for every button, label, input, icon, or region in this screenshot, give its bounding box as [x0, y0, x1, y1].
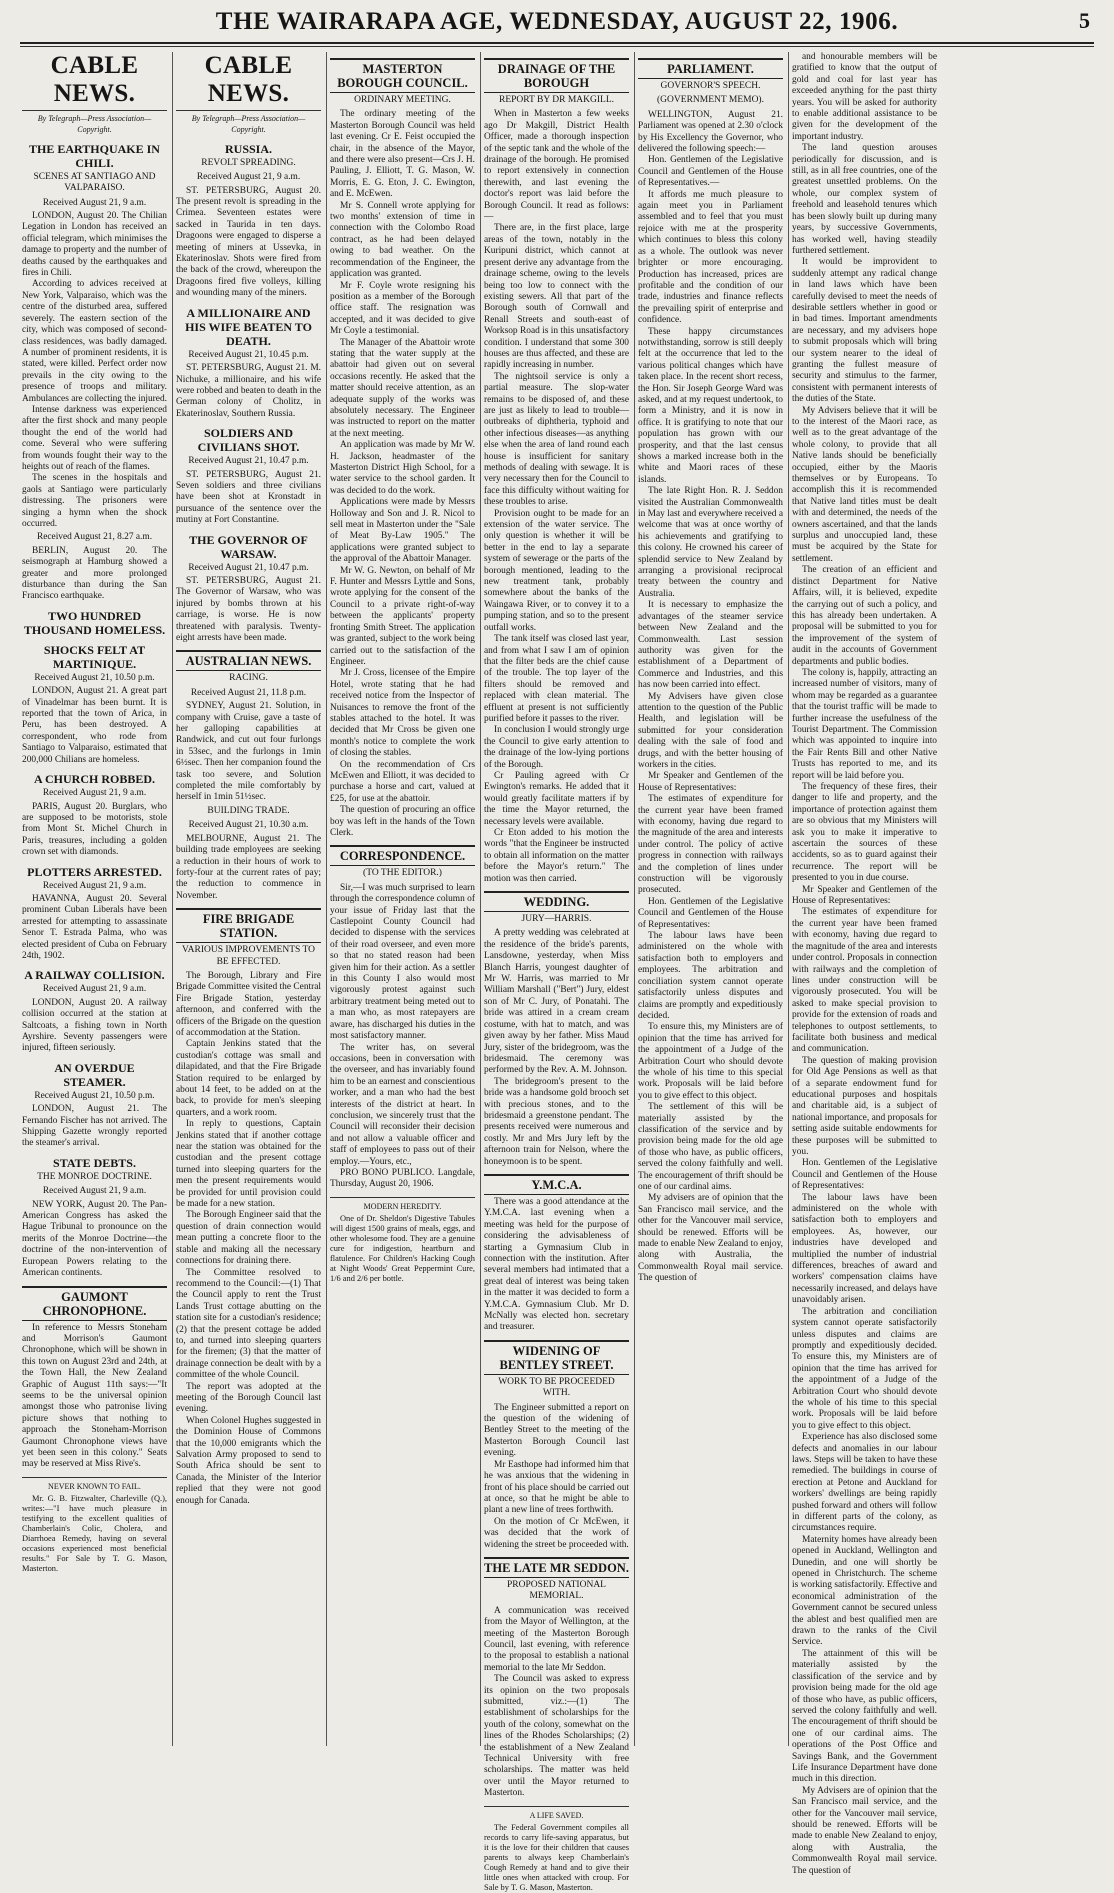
article-paragraph: In conclusion I would strongly urge the Council to give early attention to the drainage of the low-lying portions of the Borough.: [484, 725, 629, 770]
article-paragraph: ST. PETERSBURG, August 21. Seven soldiers and three civilians have been shot at Kronstadt in pursuance of the sentence over the mutiny at Fort Constantine.: [176, 469, 321, 526]
article-paragraph: Captain Jenkins stated that the custodian's cottage was small and dilapidated, and that the Fire Brigade Station required to be enlarged by about 14 feet, to be added on at the back, to provide for men's sleeping quarters, and a work room.: [176, 1039, 321, 1118]
dispatch-received-line: Received August 21, 9 a.m.: [42, 984, 147, 995]
article-paragraph: Cr Pauling agreed with Cr Ewington's remarks. He added that it would greatly facilitate matters if by the time the Mayor returned, the necessary levels were available.: [484, 770, 629, 827]
article-headline: PLOTTERS ARRESTED.: [27, 864, 162, 879]
article-paragraph: The bridegroom's present to the bride was a handsome gold brooch set with precious stones, and to the bridesmaid a greenstone pendant. The presents received were numerous and costly. Mr and Mrs Jury left by the afternoon train for Nelson, where the honeymoon is to be spent.: [484, 1076, 629, 1167]
article-headline: WIDENING OF BENTLEY STREET.: [484, 1340, 629, 1375]
article-paragraph: According to advices received at New York, Valparaiso, which was the centre of the disturbed area, suffered severely. The eastern section of the city, which was composed of second-class residences, was badly damaged. A number of prominent residents, it is stated, were killed. Perfect order now prevails in the city owing to the presence of troops and military. Ambulances are collecting the injured.: [22, 279, 167, 404]
article-subheadline: (TO THE EDITOR.): [363, 868, 442, 879]
article-paragraph: Hon. Gentlemen of the Legislative Council and Gentlemen of the House of Representatives:: [638, 896, 783, 930]
article-paragraph: It would be improvident to suddenly attempt any radical change in land laws which have been carefully devised to meet the needs of desirable settlers whether in good or in bad times. Important amendments are necessary, and my advisers hope to submit proposals which will bring our system nearer to the ideal of granting the fullest measure of security and stimulus to the farmer, consistent with permanent interests of the duties of the State.: [792, 257, 937, 405]
article-headline: SOLDIERS AND CIVILIANS SHOT.: [197, 426, 300, 455]
article-paragraph: LONDON, August 20. The Chilian Legation in London has received an official telegram, which minimises the damage to property and the number of deaths caused by the earthquakes and fires in Chili.: [22, 211, 167, 279]
article-paragraph: It is necessary to emphasize the advantages of the steamer service between New Zealand and the Commonwealth. Last session authority was given for the establishment of a Department of Commerce and Industries, and this has now been carried into effect.: [638, 600, 783, 691]
article-headline: AUSTRALIAN NEWS.: [176, 650, 321, 671]
article-subheadline: THE MONROE DOCTRINE.: [37, 1171, 152, 1182]
advertisement-heading: MODERN HEREDITY.: [363, 1201, 442, 1211]
article-paragraph: The Engineer submitted a report on the question of the widening of Bentley Street to the meeting of the Masterton Borough Council last evening.: [484, 1402, 629, 1459]
article-headline: RUSSIA.: [224, 141, 272, 156]
article-paragraph: A pretty wedding was celebrated at the residence of the bride's parents, Lansdowne, yesterday, when Miss Blanch Harris, youngest daughter of Mr W. Harris, was married to Mr William Marshall ("Bert") Jury, eldest son of Mr C. Jury, of Ponatahi. The bride was attired in a cream cream costume, with hat to match, and was given away by her father. Miss Maud Jury, sister of the bridegroom, was the bridesmaid. The ceremony was performed by the Rev. A. M. Johnson.: [484, 928, 629, 1076]
byline: By Telegraph—Press Association—Copyright.: [37, 114, 152, 135]
page-number: 5: [1079, 8, 1090, 33]
article-paragraph: The frequency of these fires, their danger to life and property, and the importance of protection against them are so obvious that my Ministers will ask you to make it imperative to ascertain the sources of these accidents, so as to guard against their recurrence. The report will be presented to you in due course.: [792, 782, 937, 884]
masthead-rule: [20, 46, 1094, 47]
article-headline: TWO HUNDRED THOUSAND HOMELESS.: [23, 608, 166, 637]
article-paragraph: Sir,—I was much surprised to learn through the correspondence column of your issue of Friday last that the Castlepoint County Council had decided to dispense with the services of their road overseer, and even more so that no stated reason had been given him for their action. As a settler in this County I also would most vigorously protest against such arbitrary treatment being meted out to a man who, as most ratepayers are aware, has discharged his duties in the most satisfactory manner.: [330, 882, 475, 1042]
article-paragraph: Mr Easthope had informed him that he was anxious that the widening in front of his place should be carried out at once, so that he might be able to plant a new line of trees forthwith.: [484, 1459, 630, 1516]
article-subheadline: WORK TO BE PROCEEDED WITH.: [498, 1376, 615, 1399]
article-paragraph: On the recommendation of Crs McEwen and Elliott, it was decided to purchase a horse and cart, valued at £25, for use at the abattoir.: [330, 759, 475, 804]
column-1: [22, 52, 167, 1746]
article-subheadline: REPORT BY DR MAKGILL.: [498, 95, 615, 105]
article-subheadline: ORDINARY MEETING.: [354, 95, 451, 105]
column-divider: [326, 52, 327, 1746]
article-paragraph: The Manager of the Abattoir wrote stating that the water supply at the abattoir had given out on several occasions recently. He asked that the matter should receive attention, as an adequate supply of the works was absolutely necessary. The Engineer was instructed to report on the matter at the next meeting.: [330, 337, 475, 439]
article-paragraph: In reference to Messrs Stoneham and Morrison's Gaumont Chronophone, which will be shown in this town on August 23rd and 24th, at the Town Hall, the New Zealand Graphic of August 11th says:—"It seems to be the universal opinion amongst those who patronise living picture shows that nothing to approach the Stoneham-Morrison Gaumont Chronophone views have yet been seen in this colony." Seats may be reserved at Miss Rive's.: [22, 1322, 167, 1470]
article-paragraph: The report was adopted at the meeting of the Borough Council last evening.: [176, 1381, 321, 1415]
article-headline: WEDDING.: [484, 891, 629, 912]
article-headline: STATE DEBTS.: [53, 1155, 136, 1170]
column-divider: [172, 52, 173, 1746]
article-paragraph: The Committee resolved to recommend to the Council:—(1) That the Council apply to rent the Trust Lands Trust cottage abutting on the station site for a custodian's residence; (2) that the present cottage be added to, and turned into sleeping quarters for the firemen; (3) that the matter of drainage connection be dealt with by a committee of the whole Council.: [176, 1267, 321, 1381]
article-paragraph: My Advisers are of opinion that the San Francisco mail service, and the other for the Vancouver mail service, should be renewed. Efforts will be made to enable New Zealand to enjoy, along with Australia, the Commonwealth Royal mail service. The question of: [792, 1785, 937, 1876]
article-subheadline: BUILDING TRADE.: [207, 805, 290, 816]
article-subheadline: RACING.: [229, 673, 268, 684]
column-divider: [634, 52, 635, 1746]
dispatch-received-line: Received August 21, 9 a.m.: [42, 880, 147, 891]
article-paragraph: The Borough Engineer said that the question of drain connection would mean putting a concrete floor to the stable and making all the necessary connections for draining there.: [176, 1210, 321, 1267]
article-paragraph: The tank itself was closed last year, and from what I saw I am of opinion that the filter beds are the chief cause of the trouble. The top layer of the filters should be removed and replaced with clean material. The effluent at present is not sufficiently purified before it passes to the river.: [484, 634, 629, 724]
article-paragraph: My advisers are of opinion that the San Francisco mail service, and the other for the Vancouver mail service, should be renewed. Efforts will be made to enable New Zealand to enjoy, along with Australia, the Commonwealth Royal mail service. The question of: [638, 1193, 783, 1284]
article-paragraph: WELLINGTON, August 21. Parliament was opened at 2.30 o'clock by His Excellency the Governor, who delivered the following speech:—: [638, 109, 783, 155]
article-paragraph: The colony is, happily, attracting an increased number of visitors, many of whom may be regarded as a guarantee that the tourist traffic will be made to further increase the usefulness of the Tourist Department. The Commission which was appointed to inquire into the Fair Rents Bill and other Native Trusts has reported to me, and its report will be laid before you.: [792, 667, 937, 781]
article-paragraph: Mr Speaker and Gentlemen of the House of Representatives:: [792, 884, 937, 907]
article-headline: SHOCKS FELT AT MARTINIQUE.: [43, 642, 146, 671]
section-masthead: CABLE NEWS.: [176, 52, 321, 111]
article-paragraph: When in Masterton a few weeks ago Dr Makgill, District Health Officer, made a thorough inspection of the septic tank and the whole of the drainage of the borough. He promised to report extensively in connection therewith, and last evening the doctor's report was laid before the Borough Council. It read as follows:—: [484, 109, 629, 223]
article-headline: THE EARTHQUAKE IN CHILI.: [29, 141, 160, 170]
column-2: [176, 52, 321, 1746]
dispatch-received-line: Received August 21, 10.30 a.m.: [188, 820, 309, 831]
column-divider: [480, 52, 481, 1746]
article-paragraph: The estimates of expenditure for the current year have been framed with economy, having due regard to the magnitude of the area and interests under control. The policy of active progress in connection with railways and the completion of lines under construction will be vigorously prosecuted.: [638, 794, 783, 896]
column-5: [638, 52, 783, 1746]
article-paragraph: Maternity homes have already been opened in Auckland, Wellington and Dunedin, and one will shortly be opened in Christchurch. The scheme is working satisfactorily. Effective and economical administration of the Government cannot be secured unless the ablest and best qualified men are drawn to the ranks of the Civil Service.: [792, 1534, 937, 1648]
article-paragraph: LONDON, August 21. The Fernando Fischer has not arrived. The Shipping Gazette wrongly reported the steamer's arrival.: [22, 1104, 167, 1149]
article-headline: AN OVERDUE STEAMER.: [54, 1060, 135, 1089]
article-headline: PARLIAMENT.: [638, 58, 783, 79]
article-paragraph: The labour laws have been administered on the whole with satisfaction both to employers and employees. As, however, our industries have developed and multiplied the number of industrial differences, breaches of award and workers' compensation claims have necessarily increased, and delays have unavoidably arisen.: [792, 1192, 937, 1306]
article-paragraph: Hon. Gentlemen of the Legislative Council and Gentlemen of the House of Representatives.—: [638, 155, 783, 189]
article-paragraph: HAVANNA, August 20. Several prominent Cuban Liberals have been arrested for attempting to assassinate Senor T. Estrada Palma, who was elected president of Cuba on February 24th, 1902.: [22, 893, 167, 961]
article-paragraph: The Borough, Library and Fire Brigade Committee visited the Central Fire Brigade Station, yesterday afternoon, and conferred with the officers of the Brigade on the question of accommodation at the Station.: [176, 970, 321, 1038]
article-paragraph: The land question arouses periodically for discussion, and is still, as in all free countries, one of the greatest unsettled problems. On the whole, our complex system of freehold and leasehold tenures which has been slowly built up during many years, by successive Governments, has worked well, having steadily furthered settlement.: [792, 143, 937, 256]
article-paragraph: It affords me much pleasure to again meet you in Parliament assembled and to feel that you must rejoice with me at the prosperity which continues to bless this colony as a whole. The outlook was never brighter or more encouraging. Production has increased, prices are profitable and the condition of our trade, industries and finance reflects the prevailing spirit of enterprise and confidence.: [638, 189, 783, 326]
dispatch-received-line: Received August 21, 9 a.m.: [42, 197, 147, 208]
article-paragraph: MELBOURNE, August 21. The building trade employees are seeking a reduction in their hours of work to forty-four at the current rates of pay; the reduction to commence in November.: [176, 833, 321, 901]
article-paragraph: There was a good attendance at the Y.M.C.A. last evening when a meeting was held for the purpose of considering the advisableness of starting a Gymnasium Club in connection with the institution. After several members had intimated that a great deal of interest was being taken in the matter it was decided to form a Y.M.C.A. Gymnasium Club. Mr D. McNally was elected hon. secretary and treasurer.: [484, 1196, 629, 1333]
article-paragraph: NEW YORK, August 20. The Pan-American Congress has asked the Hague Tribunal to pronounce on the merits of the Monroe Doctrine—the doctrine of the non-intervention of European Powers relating to the American continents.: [22, 1199, 167, 1279]
article-paragraph: Mr S. Connell wrote applying for two months' extension of time in connection with the Colombo Road contract, as he had been delayed owing to bad weather. On the recommendation of the Engineer, the application was granted.: [330, 200, 475, 280]
advertisement: [484, 1806, 629, 1893]
advertisement-text: One of Dr. Sheldon's Digestive Tabules will digest 1500 grains of meals, eggs, and other wholesome food. They are a genuine cure for indigestion, heartburn and flatulence. For Children's Hacking Cough at Night Woods' Great Peppermint Cure, 1/6 and 2/6 per bottle.: [330, 1213, 475, 1283]
column-3: [330, 52, 475, 1746]
dispatch-received-line: Received August 21, 8.27 a.m.: [36, 532, 153, 543]
article-paragraph: When Colonel Hughes suggested in the Dominion House of Commons that the 10,000 emigrants which the Salvation Army proposed to send to South Africa should be sent to Canada, the Minister of the Interior replied that they were not good enough for Canada.: [176, 1415, 321, 1506]
article-paragraph: A communication was received from the Mayor of Wellington, at the meeting of the Masterton Borough Council, last evening, with reference to the proposal to establish a national memorial to the late Mr Seddon.: [484, 1605, 629, 1673]
article-paragraph: The nightsoil service is only a partial measure. The slop-water remains to be disposed of, and these are just as likely to lead to trouble—outbreaks of diphtheria, typhoid and other infectious diseases—as anything else when the area of land round each house is insufficient for sanitary methods of dealing with sewage. It is very necessary then for the Council to face this difficulty without waiting for these troubles to arise.: [484, 371, 629, 508]
article-headline: A MILLIONAIRE AND HIS WIFE BEATEN TO DEATH.: [185, 305, 312, 348]
article-paragraph: In reply to questions, Captain Jenkins stated that if another cottage near the station was obtained for the custodian and the present cottage turned into sleeping quarters for the men the present requirements would be provided for until provision could be made for a new station.: [176, 1119, 321, 1210]
article-paragraph: Mr Speaker and Gentlemen of the House of Representatives:: [638, 771, 783, 793]
advertisement-heading: A LIFE SAVED.: [529, 1810, 584, 1820]
article-paragraph: Hon. Gentlemen of the Legislative Council and Gentlemen of the House of Representatives:: [792, 1158, 937, 1192]
article-paragraph: The estimates of expenditure for the current year have been framed with economy, having due regard to the magnitude of the area and interests under control. Proposals in connection with railways and the completion of lines under construction will be vigorously prosecuted. You will be asked to make special provision to provide for the extension of roads and telephones to outpost settlements, to facilitate both business and medical and communication.: [792, 907, 937, 1055]
article-headline: THE GOVERNOR OF WARSAW.: [189, 532, 308, 561]
dispatch-received-line: Received August 21, 9 a.m.: [196, 172, 301, 183]
article-paragraph: Mr W. G. Newton, on behalf of Mr F. Hunter and Messrs Lyttle and Sons, wrote applying for the consent of the Council to a private right-of-way between the applicants' property fronting Smith Street. The application was granted, subject to the work being carried out to the satisfaction of the Engineer.: [330, 565, 475, 667]
article-subheadline: REVOLT SPREADING.: [201, 157, 296, 168]
dispatch-received-line: Received August 21, 10.50 p.m.: [34, 1090, 155, 1101]
article-headline: CORRESPONDENCE.: [330, 845, 475, 866]
article-paragraph: ST. PETERSBURG, August 21. The Governor of Warsaw, who was injured by bombs thrown at his carriage, is worse. He is now threatened with paralysis. Twenty-eight arrests have been made.: [176, 575, 321, 643]
article-paragraph: The creation of an efficient and distinct Department for Native Affairs, will, it is believed, expedite the carrying out of such a policy, and this has already been undertaken. A proposal will be submitted to you for the improvement of the system of audit in the accounts of Government departments and public bodies.: [792, 565, 937, 667]
advertisement: [22, 1477, 167, 1574]
column-6: [792, 52, 937, 1876]
advertisement-text: Mr. G. B. Fitzwalter, Charleville (Q.), writes:—"I have much pleasure in testifying to the excellent qualities of Chamberlain's Colic, Cholera, and Diarrhoea Remedy, having on several occasions experienced most beneficial results." For Sale by T. G. Mason, Masterton.: [22, 1493, 167, 1573]
article-paragraph: PARIS, August 20. Burglars, who are supposed to be motorists, stole from Mont St. Michel Church in Paris, treasures, including a golden crown set with diamonds.: [22, 801, 167, 858]
article-paragraph: LONDON, August 21. A great part of Vinadelmar has been burnt. It is reported that the town of Arica, in Peru, has been destroyed. A correspondent, who rode from Santiago to Valparaiso, estimated that 200,000 Chilians are homeless.: [22, 686, 167, 765]
article-headline: FIRE BRIGADE STATION.: [176, 908, 321, 943]
article-subheadline: VARIOUS IMPROVEMENTS TO BE EFFECTED.: [181, 945, 316, 967]
dispatch-received-line: Received August 21, 10.47 p.m.: [188, 562, 309, 573]
article-paragraph: The attainment of this will be materially assisted by the classification of the service and by provision being made for the old age of those who have, as public officers, served the colony faithfully and well. The encouragement of thrift should be one of our cardinal aims. The operations of the Post Office and Savings Bank, and the Government Life Insurance Department have done much in this direction.: [792, 1648, 937, 1785]
article-paragraph: The scenes in the hospitals and gaols at Santiago were particularly distressing. The prisoners were singing a hymn when the shock occurred.: [22, 473, 167, 529]
article-paragraph: ST. PETERSBURG, August 20. The present revolt is spreading in the Crimea. Seventeen estates were sacked in Taurida in ten days. Dragoons were engaged to disperse a meeting of miners at Ussevka, in Ekaterinoslav. Shots were fired from the back of the crowd, whereupon the Dragoons fired five volleys, killing and wounding many of the miners.: [176, 185, 321, 299]
section-masthead: CABLE NEWS.: [22, 52, 167, 111]
article-paragraph: BERLIN, August 20. The seismograph at Hamburg showed a greater and more prolonged disturbance than during the San Francisco earthquake.: [22, 545, 167, 602]
article-paragraph: The writer has, on several occasions, been in conversation with the overseer, and has invariably found him to be an earnest and conscientious worker, and a man who had the best interests of the district at heart. In conclusion, we sincerely trust that the Council will reconsider their decision and not allow a valuable officer and staff of employees to pass out of their employ.—Yours, etc.,: [330, 1042, 475, 1167]
masthead: [20, 4, 1094, 44]
article-headline: A RAILWAY COLLISION.: [24, 968, 165, 983]
article-paragraph: Applications were made by Messrs Holloway and Son and J. R. Nicol to sell meat in Masterton under the "Sale of Meat By-Law 1905." The applications were granted subject to the approval of the Abattoir Manager.: [330, 497, 475, 565]
dispatch-received-line: Received August 21, 9 a.m.: [42, 788, 147, 799]
article-paragraph: LONDON, August 20. A railway collision occurred at the station at Saltcoats, a fishing town in North Ayrshire. Seventy passengers were injured, fifteen seriously.: [22, 997, 167, 1054]
byline: By Telegraph—Press Association—Copyright.: [191, 114, 306, 135]
article-subheadline: PROPOSED NATIONAL MEMORIAL.: [507, 1579, 606, 1602]
article-paragraph: The late Right Hon. R. J. Seddon visited the Australian Commonwealth in May last and everywhere received a welcome that was at once worthy of his achievements and gratifying to this colony. He crowned his career of splendid service to New Zealand by arranging a provisional reciprocal treaty between the country and Australia.: [638, 486, 783, 599]
article-paragraph: The Council was asked to express its opinion on the two proposals submitted, viz.:—(1) The establishment of scholarships for the youth of the colony, somewhat on the lines of the Rhodes Scholarships; (2) the establishment of a New Zealand Technical University with free scholarships. The matter was held over until the Mayor returned to Masterton.: [484, 1674, 629, 1799]
article-paragraph: Mr J. Cross, licensee of the Empire Hotel, wrote stating that he had received notice from the Inspector of Nuisances to remove the front of the stables attached to the hotel. It was decided that Mr Cross be given one month's notice to complete the work of closing the stables.: [330, 668, 475, 759]
article-headline: A CHURCH ROBBED.: [33, 772, 155, 787]
article-paragraph: My Advisers have given close attention to the question of the Public Health, and legislation will be submitted for your consideration dealing with the sale of food and drugs, and with the better housing of workers in the cities.: [638, 691, 783, 770]
dispatch-received-line: Received August 21, 11.8 p.m.: [190, 687, 307, 698]
article-paragraph: To ensure this, my Ministers are of opinion that the time has arrived for the appointment of a Judge of the Arbitration Court who should devote the whole of his time to this special work. Proposals will be laid before you to give effect to this object.: [638, 1022, 783, 1101]
dispatch-received-line: Received August 21, 10.45 p.m.: [188, 349, 309, 360]
article-paragraph: The arbitration and conciliation system cannot operate satisfactorily unless disputes and claims are promptly and expeditiously decided. To ensure this, my Ministers are of opinion that the time has arrived for the appointment of a Judge of the Arbitration Court who should devote the whole of his time to this special work. Proposals will be laid before you to give effect to this object.: [792, 1306, 937, 1431]
article-paragraph: These happy circumstances notwithstanding, sorrow is still deeply felt at the occurrence that led to the various political changes which have taken place. In the recent short recess, the Hon. Sir Joseph George Ward was asked, and at my request undertook, to form a Ministry, and it is now in office. It is gratifying to note that our population has grown with our prosperity, and that the last census shows a marked increase both in the white and Maori races of these islands.: [638, 326, 783, 485]
article-paragraph: Intense darkness was experienced after the first shock and many people thought the end of the world had come. Several who were suffering from wounds fought their way to the heights out of reach of the flames.: [22, 404, 167, 472]
column-divider: [788, 52, 789, 1746]
article-paragraph: Cr Eton added to his motion the words "that the Engineer be instructed to obtain all information on the matter before the Mayor's return." The motion was then carried.: [484, 828, 629, 884]
article-paragraph: An application was made by Mr W. H. Jackson, headmaster of the Masterton District High School, for a water service to the school garden. It was decided to do the work.: [330, 440, 475, 496]
dispatch-received-line: Received August 21, 10.47 p.m.: [188, 456, 309, 467]
article-paragraph: My Advisers believe that it will be to the interest of the Maori race, as well as to the great advantage of the whole colony, to provide that all Native lands should be beneficially occupied, either by the Maoris themselves or by Europeans. To accomplish this it is recommended that Native land titles must be dealt with and determined, the needs of the owners ascertained, and that the lands surplus and unoccupied land, these must be acquired by the State for settlement.: [792, 405, 937, 564]
advertisement-heading: NEVER KNOWN TO FAIL.: [48, 1481, 141, 1491]
article-paragraph: On the motion of Cr McEwen, it was decided that the work of widening the street be proceeded with.: [484, 1516, 629, 1550]
article-subheadline: SCENES AT SANTIAGO AND VALPARAISO.: [33, 171, 156, 194]
article-subheadline: (GOVERNMENT MEMO).: [657, 95, 764, 106]
dispatch-received-line: Received August 21, 10.50 p.m.: [34, 672, 155, 683]
article-paragraph: The settlement of this will be materially assisted by the classification of the service and by provision being made for the old age of those who have, as public officers, served the colony faithfully and well. The encouragement of thrift should be one of our cardinal aims.: [638, 1102, 783, 1192]
article-headline: THE LATE MR SEDDON.: [484, 1557, 629, 1578]
article-subheadline: JURY—HARRIS.: [521, 914, 592, 925]
article-subheadline: GOVERNOR'S SPEECH.: [660, 81, 761, 91]
article-headline: MASTERTON BOROUGH COUNCIL.: [330, 58, 475, 93]
article-paragraph: and honourable members will be gratified to know that the output of gold and coal for last year has exceeded anything for the past thirty years. You will be asked for authority to enable additional assistance to be given for the development of the important industry.: [792, 52, 937, 142]
article-headline: GAUMONT CHRONOPHONE.: [22, 1286, 167, 1321]
article-paragraph: SYDNEY, August 21. Solution, in company with Cruise, gave a taste of her galloping capabilities at Randwick, and cut out four furlongs in 53sec, and the furlongs in 1min 6½sec. Then her companion found the task too severe, and Solution completed the mile comfortably by herself in 1min 51½sec.: [176, 701, 321, 803]
article-paragraph: Provision ought to be made for an extension of the water service. The only question is whether it will be better in the end to lay a separate system of sewerage or the parts of the borough mentioned, leading to the new treatment tank, probably somewhere about the banks of the Waingawa River, or to convey it to a pumping station, and so to the present outfall works.: [484, 508, 629, 633]
article-paragraph: Mr F. Coyle wrote resigning his position as a member of the Borough office staff. The resignation was accepted, and it was decided to give Mr Coyle a testimonial.: [330, 280, 475, 337]
article-paragraph: There are, in the first place, large areas of the town, notably in the Kuripuni district, which cannot at present derive any advantage from the drainage scheme, owing to the levels being too low to connect with the existing sewers. All that part of the Borough south of Cornwall and Renall Streets and south-east of Worksop Road is in this unsatisfactory condition. I understand that some 300 houses are thus affected, and these are rapidly increasing in number.: [484, 223, 629, 371]
dispatch-received-line: Received August 21, 9 a.m.: [42, 1186, 147, 1197]
advertisement: [330, 1197, 475, 1284]
article-headline: Y.M.C.A.: [484, 1174, 629, 1195]
column-4: [484, 52, 630, 1892]
article-paragraph: Experience has also disclosed some defects and anomalies in our labour laws. Steps will be taken to have these remedied. The buildings in course of erection at Petone and Auckland for workers' dwellings are being rapidly pushed forward and others will follow in different parts of the colony, as circumstances require.: [792, 1432, 937, 1534]
masthead-title: THE WAIRARAPA AGE, WEDNESDAY, AUGUST 22, 1906.: [215, 8, 899, 35]
advertisement-text: The Federal Government compiles all records to carry life-saving apparatus, but it is the love for their children that causes parents to always keep Chamberlain's Cough Remedy at hand and to give their little ones when attacked with croup. For Sale by T. G. Mason, Masterton.: [484, 1822, 629, 1892]
article-headline: DRAINAGE OF THE BOROUGH: [484, 58, 629, 93]
article-paragraph: PRO BONO PUBLICO. Langdale, Thursday, August 20, 1906.: [330, 1167, 475, 1190]
article-paragraph: The question of procuring an office boy was left in the hands of the Town Clerk.: [330, 805, 475, 838]
article-paragraph: ST. PETERSBURG, August 21. M. Nichuke, a millionaire, and his wife were robbed and beaten to death in the German colony of Cholitz, in Ekaterinoslav, Southern Russia.: [176, 363, 321, 419]
article-paragraph: The question of making provision for Old Age Pensions as well as that of a separate endowment fund for educational purposes and hospitals and charitable aid, is a subject of national importance, and proposals for setting aside suitable endowments for these purposes will be submitted to you.: [792, 1055, 937, 1157]
article-paragraph: The ordinary meeting of the Masterton Borough Council was held last evening. Cr E. Feist occupied the chair, in the absence of the Mayor, and there were also present—Crs J. H. Pauling, J. Elliott, T. G. Mason, W. Morris, E. G. Eton, J. C. Ewington, and E. McEwen.: [330, 109, 475, 200]
article-paragraph: The labour laws have been administered on the whole with satisfaction both to employers and employees. The arbitration and conciliation system cannot operate satisfactorily unless disputes and claims are promptly and expeditiously decided.: [638, 931, 783, 1021]
